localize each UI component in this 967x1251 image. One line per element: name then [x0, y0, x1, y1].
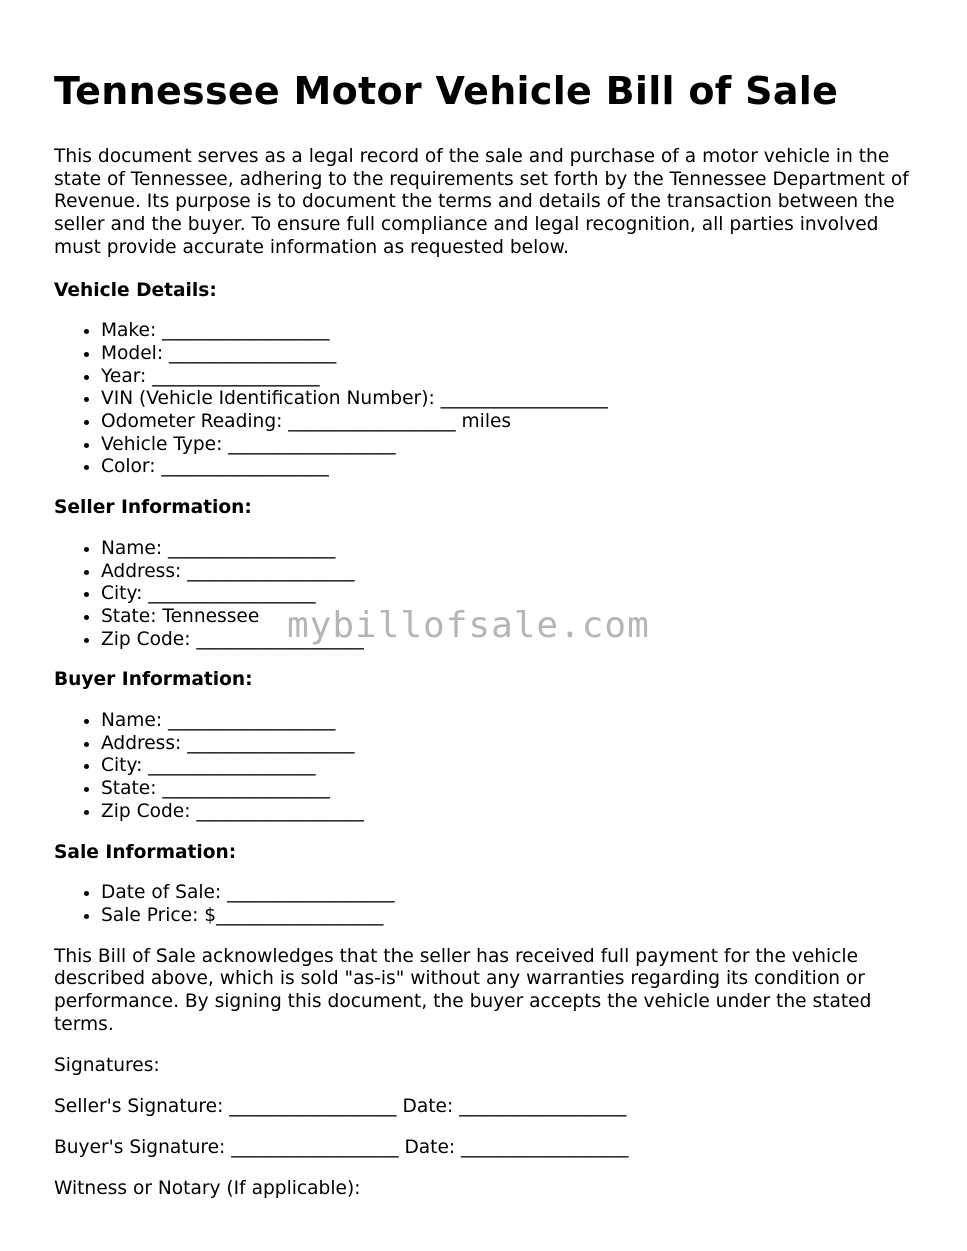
- vehicle-year-field: • Year: __________________: [101, 366, 914, 389]
- vehicle-details-list: [54, 320, 914, 479]
- buyer-name-field: • Name: __________________: [101, 710, 914, 733]
- witness-notary-line: Witness or Notary (If applicable):: [54, 1178, 361, 1200]
- seller-signature-line: Seller's Signature: __________________ Date: __________________: [54, 1095, 627, 1117]
- vehicle-details-heading: Vehicle Details:: [54, 279, 217, 301]
- vehicle-type-field: • Vehicle Type: __________________: [101, 434, 914, 457]
- seller-state-field: • State: Tennessee: [101, 606, 914, 629]
- seller-name-field: • Name: __________________: [101, 538, 914, 561]
- seller-zip-field: • Zip Code: __________________: [101, 629, 914, 652]
- sale-price-field: • Sale Price: $__________________: [101, 905, 914, 928]
- buyer-city-field: • City: __________________: [101, 755, 914, 778]
- vehicle-make-field: • Make: __________________: [101, 320, 914, 343]
- sale-information-list: [54, 882, 914, 927]
- buyer-information-heading: Buyer Information:: [54, 669, 253, 691]
- document-title: Tennessee Motor Vehicle Bill of Sale: [54, 69, 839, 113]
- vehicle-odometer-field: • Odometer Reading: __________________ miles: [101, 411, 914, 434]
- vehicle-color-field: • Color: __________________: [101, 456, 914, 479]
- seller-city-field: • City: __________________: [101, 583, 914, 606]
- buyer-state-field: • State: __________________: [101, 778, 914, 801]
- closing-paragraph: This Bill of Sale acknowledges that the seller has received full payment for the vehicle described above, which is sold "as-is" without any warranties regarding its condition or performance. By signing this document, the buyer accepts the vehicle under the stated terms.: [54, 945, 872, 1035]
- vehicle-model-field: • Model: __________________: [101, 343, 914, 366]
- buyer-address-field: • Address: __________________: [101, 733, 914, 756]
- sale-date-field: • Date of Sale: __________________: [101, 882, 914, 905]
- buyer-information-list: [54, 710, 914, 824]
- buyer-signature-line: Buyer's Signature: __________________ Date: __________________: [54, 1136, 629, 1158]
- seller-address-field: • Address: __________________: [101, 561, 914, 584]
- signatures-label: Signatures:: [54, 1054, 160, 1076]
- buyer-zip-field: • Zip Code: __________________: [101, 801, 914, 824]
- sale-information-heading: Sale Information:: [54, 841, 237, 863]
- seller-information-heading: Seller Information:: [54, 497, 252, 519]
- watermark-text: mybillofsale.com: [287, 605, 650, 646]
- vehicle-vin-field: • VIN (Vehicle Identification Number): __________________: [101, 388, 914, 411]
- intro-paragraph: This document serves as a legal record of the sale and purchase of a motor vehicle in the state of Tennessee, adhering to the requirements set forth by the Tennessee Department of Revenue. Its purpose is to document the terms and details of the transaction between the seller and the buyer. To ensure full compliance and legal recognition, all parties involved must provide accurate information as requested below.: [54, 146, 909, 258]
